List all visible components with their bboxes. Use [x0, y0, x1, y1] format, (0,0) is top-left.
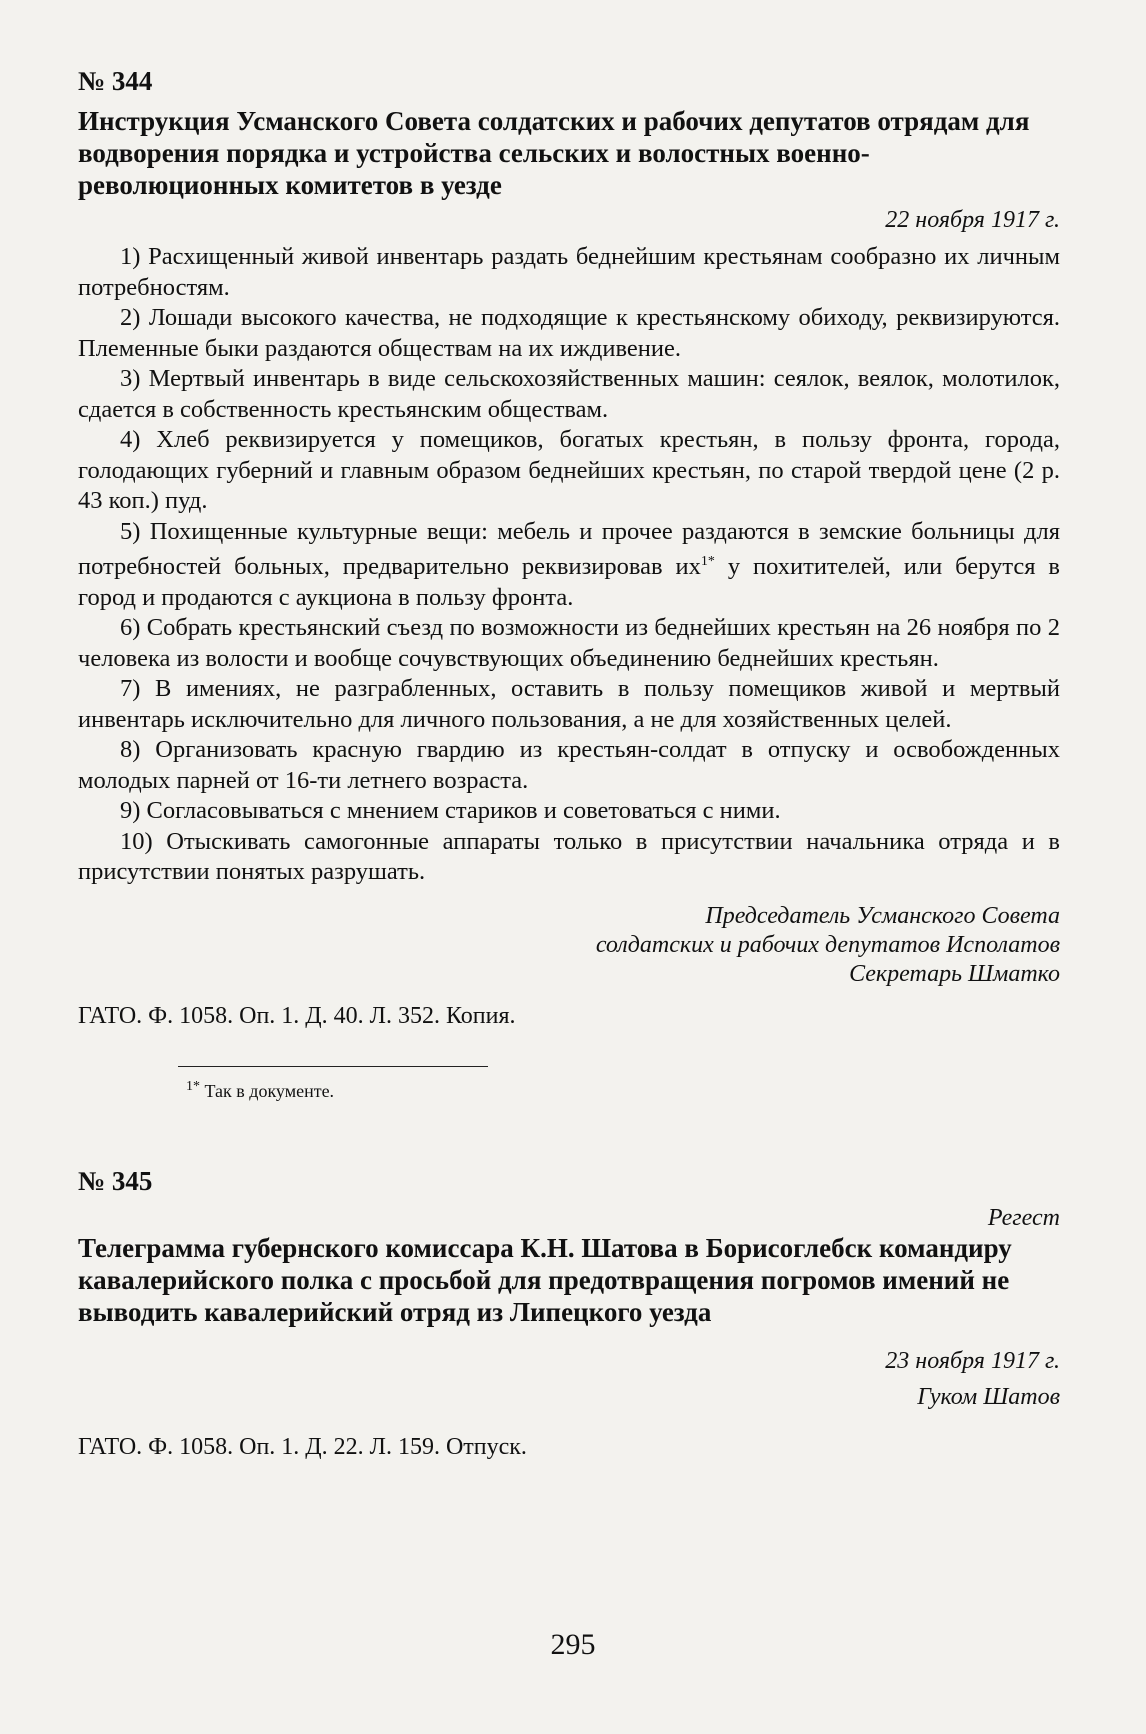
instruction-item-8: 8) Организовать красную гвардию из крестьян-солдат в отпуску и освобожденных молодых парней от 16-ти летнего возраста.	[78, 736, 1060, 794]
doc-344-title: Инструкция Усманского Совета солдатских и рабочих депутатов отрядам для водворения порядка и устройства сельских и волостных военно-революционных комитетов в уезде	[78, 106, 1030, 200]
signature-line-2: солдатских и рабочих депутатов Исполатов	[595, 931, 1060, 958]
footnote-text: Так в документе.	[200, 1080, 335, 1101]
instruction-item-3: 3) Мертвый инвентарь в виде сельскохозяйственных машин: сеялок, веялок, молотилок, сдается в собственность крестьянским обществам.	[78, 365, 1060, 423]
page-content	[78, 66, 1060, 1461]
doc-344-source: ГАТО. Ф. 1058. Оп. 1. Д. 40. Л. 352. Копия.	[78, 1002, 516, 1029]
document-344	[78, 66, 1060, 1102]
instruction-item-7: 7) В имениях, не разграбленных, оставить в пользу помещиков живой и мертвый инвентарь исключительно для личного пользования, а не для хозяйственных целей.	[78, 675, 1060, 733]
footnote	[186, 1079, 1060, 1102]
doc-345-signature: Гуком Шатов	[917, 1383, 1060, 1410]
doc-345-source: ГАТО. Ф. 1058. Оп. 1. Д. 22. Л. 159. Отпуск.	[78, 1433, 527, 1460]
doc-345-title: Телеграмма губернского комиссара К.Н. Шатова в Борисоглебск командиру кавалерийского полка с просьбой для предотвращения погромов имений не выводить кавалерийский отряд из Липецкого уезда	[78, 1232, 1012, 1327]
footnote-mark: 1*	[186, 1078, 200, 1094]
instruction-item-1: 1) Расхищенный живой инвентарь раздать беднейшим крестьянам сообразно их личным потребностям.	[78, 243, 1060, 301]
instruction-item-9: 9) Согласовываться с мнением стариков и советоваться с ними.	[120, 797, 781, 825]
signature-line-3: Секретарь Шматко	[849, 960, 1060, 987]
instruction-item-2: 2) Лошади высокого качества, не подходящие к крестьянскому обиходу, реквизируются. Племенные быки раздаются обществам на их иждивение.	[78, 304, 1060, 362]
doc-345-date: 23 ноября 1917 г.	[885, 1347, 1060, 1374]
page-number: 295	[550, 1628, 596, 1661]
instruction-item-5	[78, 517, 1060, 614]
signature-line-1: Председатель Усманского Совета	[705, 902, 1060, 929]
doc-344-signatures	[78, 902, 1060, 989]
doc-345-number: № 345	[78, 1165, 153, 1196]
doc-344-number: № 344	[78, 66, 153, 96]
instruction-item-6: 6) Собрать крестьянский съезд по возможности из беднейших крестьян на 26 ноября по 2 человека из волости и вообще сочувствующих объединению беднейших крестьян.	[78, 614, 1060, 672]
instruction-item-10: 10) Отыскивать самогонные аппараты только в присутствии начальника отряда и в присутствии понятых разрушать.	[78, 827, 1060, 886]
footnote-divider	[178, 1066, 488, 1067]
doc-345-regest-label: Регест	[987, 1204, 1060, 1231]
doc-344-date: 22 ноября 1917 г.	[885, 207, 1060, 233]
item-5-text-start: 5) Похищенные культурные вещи: мебель и прочее раздаются в земские больницы для потребностей больных, предварительно реквизировав их	[78, 517, 1060, 581]
document-345	[78, 1166, 1060, 1461]
footnote-reference[interactable]: 1*	[700, 554, 715, 569]
instruction-item-4: 4) Хлеб реквизируется у помещиков, богатых крестьян, в пользу фронта, города, голодающих губерний и главным образом беднейших крестьян, по старой твердой цене (2 р. 43 коп.) пуд.	[78, 426, 1060, 514]
item-5-text-end: у похитителей, или берутся в город и продаются с аукциона в пользу фронта.	[78, 553, 1061, 611]
